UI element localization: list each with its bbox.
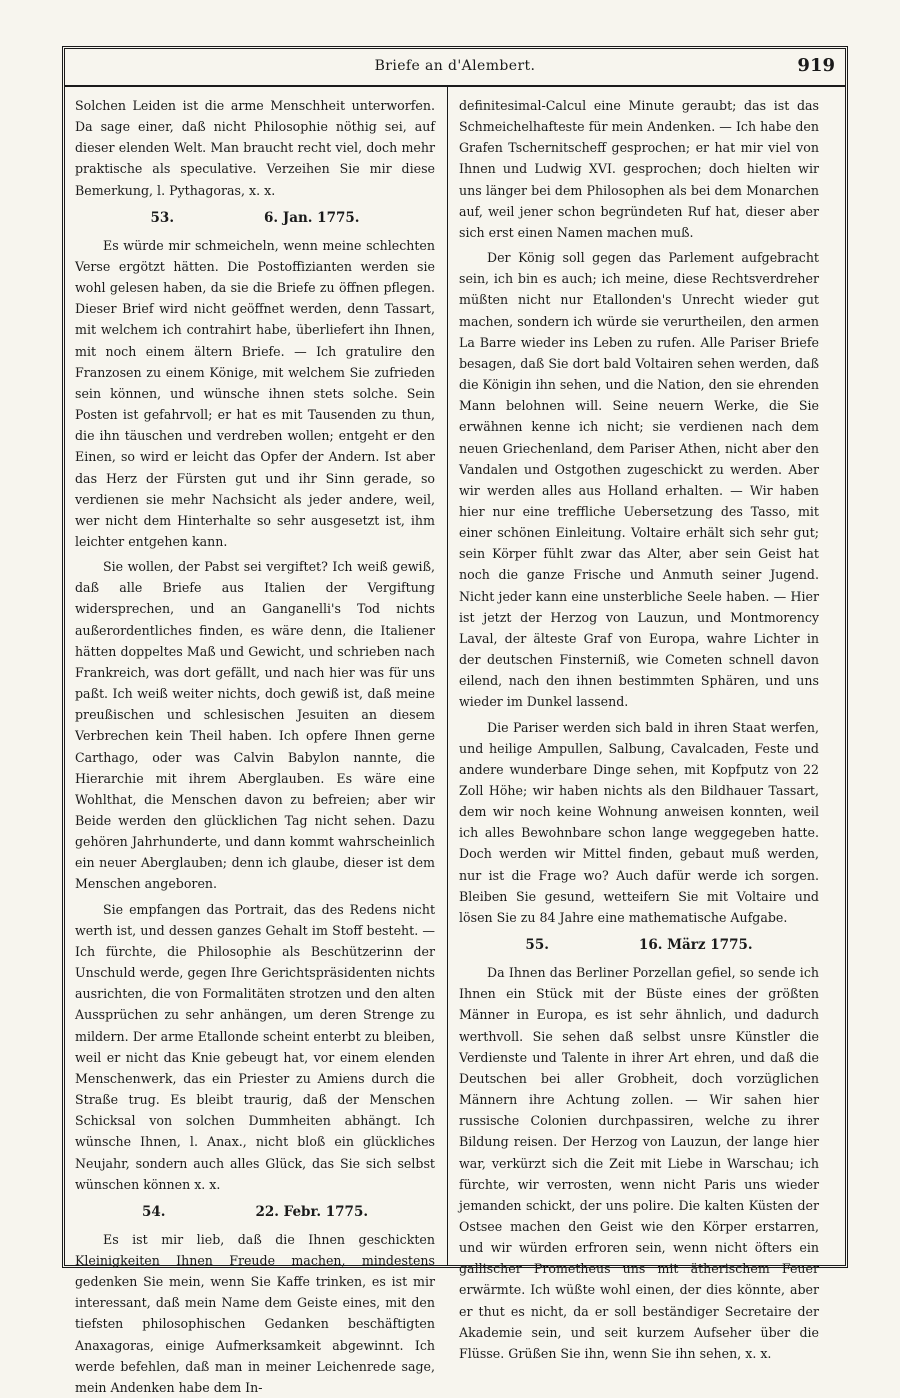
letter-number: 53. — [150, 209, 175, 226]
letter-date: 22. Febr. 1775. — [255, 1203, 369, 1220]
paragraph: definitesimal-Calcul eine Minute geraubt; das ist das Schmeichelhafteste für mein Andenken. — Ich habe den Grafen Tschernitscheff gesprochen; er hat mir viel von Ihnen und Ludwig XVI. gesprochen; doch hielten wir uns länger bei dem Philosophen als bei dem Monarchen auf, weil jener schon begründeten Ruf hat, dieser aber sich erst einen Namen machen muß. — [459, 98, 819, 240]
running-title: Briefe an d'Alembert. — [374, 58, 536, 74]
letter-date: 6. Jan. 1775. — [264, 209, 360, 226]
left-column — [75, 95, 435, 1398]
letter-number: 55. — [525, 937, 549, 954]
paragraph: Solchen Leiden ist die arme Menschheit unterworfen. Da sage einer, daß nicht Philosophie nöthig sei, auf dieser elenden Welt. Man braucht recht viel, doch mehr praktische als speculative. Verzeihen Sie mir diese Bemerkung, l. Pythagoras, x. x. — [75, 98, 435, 198]
letter-heading — [459, 934, 819, 956]
letter-date: 16. März 1775. — [638, 937, 753, 954]
letter-number: 54. — [141, 1203, 166, 1220]
letter-heading — [75, 1201, 435, 1223]
page-number: 919 — [797, 55, 835, 76]
right-column — [459, 95, 819, 1364]
page-frame — [62, 46, 848, 1395]
letter-heading — [75, 207, 435, 229]
paragraph: Sie wollen, der Pabst sei vergiftet? Ich weiß gewiß, daß alle Briefe aus Italien der Vergiftung widersprechen, und an Ganganelli's Tod nichts außerordentliches finden, es wäre denn, die Italiener hätten doppeltes Maß und Gewicht, und schrieben nach Frankreich, was dort gefällt, und nach hier was für uns paßt. Ich weiß weiter nichts, doch gewiß ist, daß meine preußischen und schlesischen Jesuiten an diesem Verbrechen kein Theil haben. Ich opfere Ihnen gerne Carthago, oder was Calvin Babylon nannte, die Hierarchie mit ihrem Aberglauben. Es wäre eine Wohlthat, die Menschen davon zu befreien; aber wir Beide werden den glücklichen Tag nicht sehen. Dazu gehören Jahrhunderte, und dann kommt wahrscheinlich ein neuer Aberglauben; denn ich glaube, dieser ist dem Menschen angeboren. — [75, 559, 435, 892]
paragraph: Der König soll gegen das Parlement aufgebracht sein, ich bin es auch; ich meine, diese Rechtsverdreher müßten nicht nur Etallonden's Unrecht wieder gut machen, sondern ich würde sie verurtheilen, den armen La Barre wieder ins Leben zu rufen. Alle Pariser Briefe besagen, daß Sie dort bald Voltairen sehen werden, daß die Königin ihn sehen, und die Nation, den sie ehrenden Mann belohnen will. Seine neuern Werke, die Sie erwähnen kenne ich nicht; sie verdienen nach dem neuen Griechenland, dem Pariser Athen, nicht aber den Vandalen und Ostgothen zugeschickt zu werden. Aber wir werden alles aus Holland erhalten. — Wir haben hier nur eine treffliche Uebersetzung des Tasso, mit einer schönen Einleitung. Voltaire erhält sich sehr gut; sein Körper fühlt zwar das Alter, aber sein Geist hat noch die ganze Frische und Anmuth seiner Jugend. Nicht jeder kann eine unsterbliche Seele haben. — Hier ist jetzt der Herzog von Lauzun, und Montmorency Laval, der älteste Graf von Europa, wahre Lichter in der deutschen Finsterniß, wie Cometen schnell davon eilend, nach den ihnen bestimmten Sphären, und uns wieder im Dunkel lassend. — [459, 250, 819, 710]
paragraph: Da Ihnen das Berliner Porzellan gefiel, so sende ich Ihnen ein Stück mit der Büste eines der größten Männer in Europa, es ist sehr ähnlich, und dadurch werthvoll. Sie sehen daß selbst unsre Künstler die Verdienste und Talente in ihrer Art ehren, und daß die Deutschen bei aller Grobheit, doch vorzüglichen Männern ihre Achtung zollen. — Wir sahen hier russische Colonien durchpassiren, welche zu ihrer Bildung reisen. Der Herzog von Lauzun, der lange hier war, verkürzt sich die Zeit mit Liebe in Warschau; ich fürchte, wir verrosten, wenn nicht Paris uns wieder jemanden schickt, der uns polire. Die kalten Küsten der Ostsee machen den Geist wie den Körper erstarren, und wir würden erfroren sein, wenn nicht öfters ein gallischer Prometheus uns mit ätherischem Feuer erwärmte. Ich wüßte wohl einen, der dies könnte, aber er thut es nicht, da er soll beständiger Secretaire der Akademie sein, und seit kurzem Aufseher über die Flüsse. Grüßen Sie ihn, wenn Sie ihn sehen, x. x. — [459, 965, 819, 1361]
paragraph: Sie empfangen das Portrait, das des Redens nicht werth ist, und dessen ganzes Gehalt im Stoff besteht. — Ich fürchte, die Philosophie als Beschützerinn der Unschuld werde, gegen Ihre Gerichtspräsidenten nichts ausrichten, die von Formalitäten strotzen und den alten Aussprüchen zu sehr anhängen, um deren Strenge zu mildern. Der arme Etallonde scheint enterbt zu bleiben, weil er nicht das Knie gebeugt hat, vor einem elenden Menschenwerk, das ein Priester zu Amiens durch die Straße trug. Es bleibt traurig, daß der Menschen Schicksal von solchen Dummheiten abhängt. Ich wünsche Ihnen, l. Anax., nicht bloß ein glückliches Neujahr, sondern auch alles Glück, das Sie sich selbst wünschen können x. x. — [75, 901, 435, 1192]
paragraph: Die Pariser werden sich bald in ihren Staat werfen, und heilige Ampullen, Salbung, Cavalcaden, Feste und andere wunderbare Dinge sehen, mit Kopfputz von 22 Zoll Höhe; wir haben nichts als den Bildhauer Tassart, dem wir noch keine Wohnung anweisen konnten, weil ich alles Bewohnbare schon lange weggegeben hatte. Doch werden wir Mittel finden, gebaut muß werden, nur ist die Frage wo? Auch dafür werde ich sorgen. Bleiben Sie gesund, wetteifern Sie mit Voltaire und lösen Sie zu 84 Jahre eine mathematische Aufgabe. — [459, 719, 819, 925]
paragraph: Es würde mir schmeicheln, wenn meine schlechten Verse ergötzt hätten. Die Postoffizianten werden sie wohl gelesen haben, da sie die Briefe zu öffnen pflegen. Dieser Brief wird nicht geöffnet werden, denn Tassart, mit welchem ich contrahirt habe, überliefert ihn Ihnen, mit noch einem ältern Briefe. — Ich gratulire den Franzosen zu einem Könige, mit welchem Sie zufrieden sein können, und wünsche ihnen stets solche. Sein Posten ist gefahrvoll; er hat es mit Tausenden zu thun, die ihn täuschen und verdreben wollen; entgeht er den Einen, so wird er leicht das Opfer der Andern. Ist aber das Herz der Fürsten gut und ihr Sinn gerade, so verdienen sie mehr Nachsicht als jeder andere, weil, wer nicht dem Hinterhalte so sehr ausgesetzt ist, ihm leichter entgehen kann. — [75, 237, 435, 549]
paragraph: Es ist mir lieb, daß die Ihnen geschickten Kleinigkeiten Ihnen Freude machen, mindestens gedenken Sie mein, wenn Sie Kaffe trinken, es ist mir interessant, daß mein Name dem Geiste eines, mit den tiefsten philosophischen Gedanken beschäftigten Anaxagoras, einige Aufmerksamkeit abgewinnt. Ich werde befehlen, daß man in meiner Leichenrede sage, mein Andenken habe dem In- — [75, 1231, 435, 1395]
column-divider — [447, 87, 448, 1265]
page-header — [65, 49, 845, 87]
